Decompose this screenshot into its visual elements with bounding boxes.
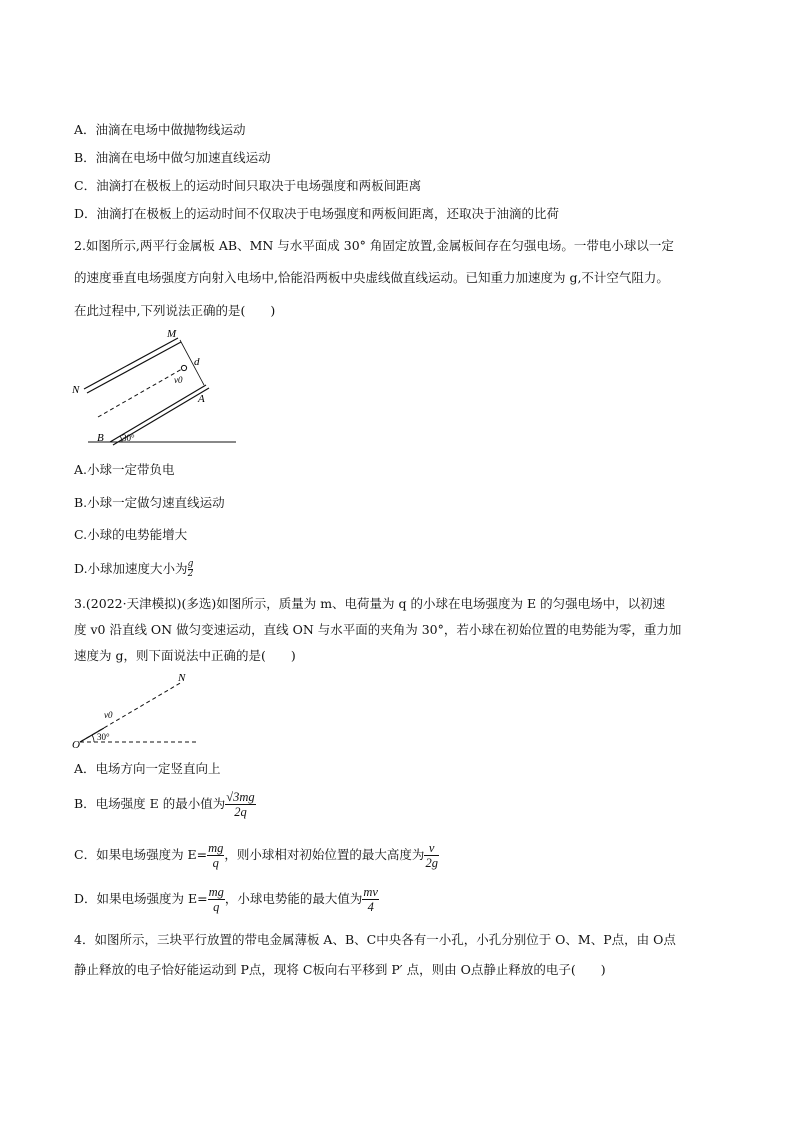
q3-option-d-fraction-e: $\frac{mg}{q}$ <box>208 885 224 914</box>
q2-option-d-fraction: $\frac{g}{2}$ <box>187 559 194 579</box>
q2-option-c: C.小球的电势能增大 <box>74 527 188 542</box>
q1-option-a: A．油滴在电场中做抛物线运动 <box>74 122 246 137</box>
q3-stem-line3: 速度为 g，则下面说法中正确的是( ) <box>74 648 296 663</box>
q2-distance-arrow <box>180 340 204 385</box>
q3-label-n: N <box>178 672 186 684</box>
q2-option-b: B.小球一定做匀速直线运动 <box>74 495 225 510</box>
q3-stem-line2: 度 v0 沿直线 ON 做匀变速运动，直线 ON 与水平面的夹角为 30°，若小球在初始位置的电势能为零，重力加 <box>74 622 682 637</box>
q2-figure-parallel-plates <box>70 325 250 450</box>
q4-stem-line2: 静止释放的电子恰好能运动到 P点，现将 C板向右平移到 P′ 点，则由 O点静止释放的电子( ) <box>74 962 606 977</box>
q4-stem-line1: 4．如图所示，三块平行放置的带电金属薄板 A、B、C中央各有一小孔，小孔分别位于 O、M、P点，由 O点 <box>74 932 676 947</box>
q3-label-o: O <box>72 739 80 751</box>
q3-option-b <box>74 790 256 819</box>
q3-option-c-fraction-e: $\frac{mg}{q}$ <box>208 841 224 870</box>
q3-option-b-text: B．电场强度 E 的最小值为 <box>74 796 226 811</box>
q2-label-angle: 30° <box>122 433 135 443</box>
q1-option-b: B．油滴在电场中做匀加速直线运动 <box>74 150 271 165</box>
q3-option-d-mid: ，小球电势能的最大值为 <box>224 891 363 906</box>
q2-label-n: N <box>72 384 80 396</box>
q3-option-d-text: D．如果电场强度为 E= <box>74 891 208 906</box>
q2-ball <box>181 365 186 370</box>
q3-option-c-fraction-h: $\frac{v}{2g}$ <box>425 841 438 870</box>
q3-angle-arc <box>92 735 94 742</box>
q2-plate-mn <box>84 338 178 389</box>
q3-option-a: A．电场方向一定竖直向上 <box>74 761 221 776</box>
q2-label-d: d <box>194 356 200 368</box>
q1-option-d: D．油滴打在极板上的运动时间不仅取决于电场强度和两板间距离，还取决于油滴的比荷 <box>74 206 560 221</box>
q2-label-v0: v0 <box>174 375 183 385</box>
q2-option-d <box>74 560 193 579</box>
q2-label-b: B <box>97 432 104 444</box>
q3-figure-incline-line <box>70 672 210 752</box>
q3-option-d <box>74 885 379 914</box>
q2-option-a: A.小球一定带负电 <box>74 462 175 477</box>
q1-option-c: C．油滴打在极板上的运动时间只取决于电场强度和两板间距离 <box>74 178 422 193</box>
q2-stem-line1: 2.如图所示,两平行金属板 AB、MN 与水平面成 30° 角固定放置,金属板间存在匀强电场。一带电小球以一定 <box>74 238 674 253</box>
q3-option-c-mid: ，则小球相对初始位置的最大高度为 <box>224 847 425 862</box>
q3-option-b-fraction: $\frac{√3mg}{2q}$ <box>226 790 255 819</box>
q3-stem-line1: 3.(2022·天津模拟)(多选)如图所示，质量为 m、电荷量为 q 的小球在电场强度为 E 的匀强电场中，以初速 <box>74 596 666 611</box>
q3-option-d-fraction-ep: $\frac{mv}{4}$ <box>363 885 378 914</box>
q2-stem-line3: 在此过程中,下列说法正确的是( ) <box>74 303 276 318</box>
q2-stem-line2: 的速度垂直电场强度方向射入电场中,恰能沿两板中央虚线做直线运动。已知重力加速度为 g,不计空气阻力。 <box>74 270 669 285</box>
q2-option-d-text: D.小球加速度大小为 <box>74 561 188 576</box>
q2-center-dashed-line <box>98 369 182 417</box>
q2-label-m: M <box>167 328 177 340</box>
q3-option-c <box>74 841 439 870</box>
q3-label-angle: 30° <box>97 732 110 742</box>
q3-label-v0: v0 <box>104 710 113 720</box>
q2-label-a: A <box>198 393 205 405</box>
q3-option-c-text: C．如果电场强度为 E= <box>74 847 208 862</box>
